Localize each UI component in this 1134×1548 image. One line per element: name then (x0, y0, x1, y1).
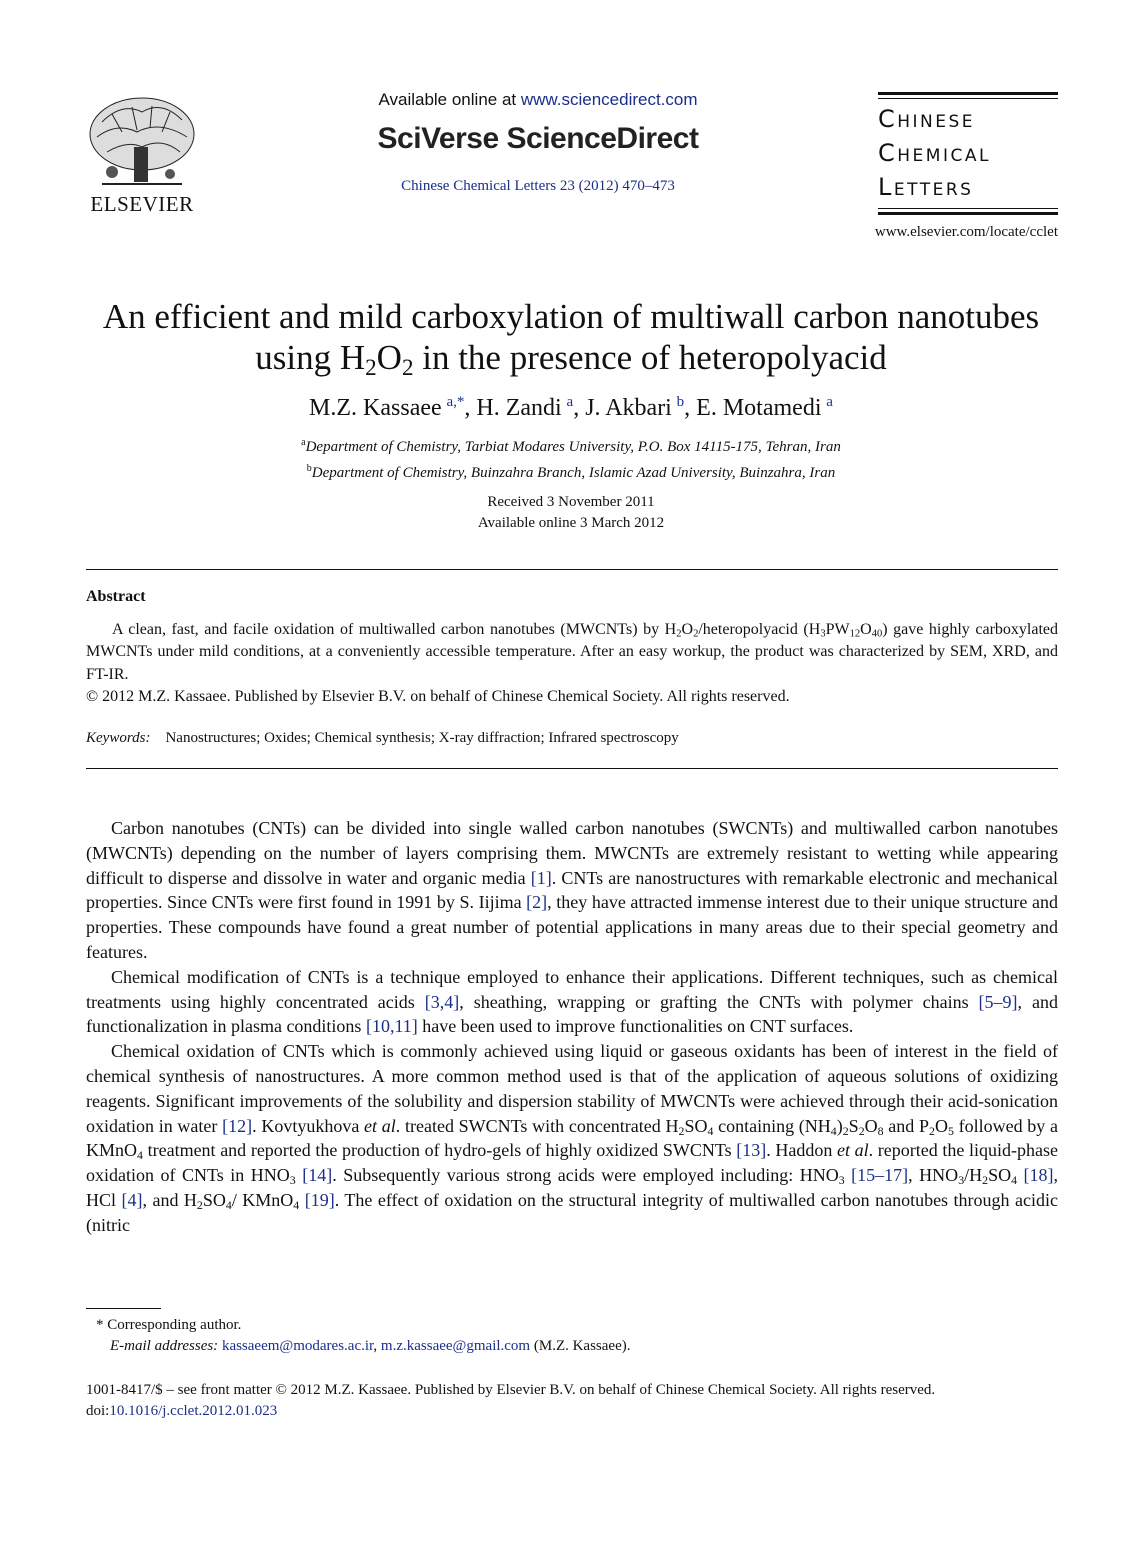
corresponding-author-note: * Corresponding author. (96, 1317, 242, 1333)
body-text: and P (883, 1115, 929, 1136)
body-text: . Kovtyukhova (252, 1115, 365, 1136)
body-sub: 4 (830, 1123, 837, 1138)
email-label: E-mail addresses: (110, 1338, 219, 1354)
email-suffix: (M.Z. Kassaee). (530, 1338, 631, 1354)
body-sub: 3 (958, 1173, 965, 1188)
email-link[interactable]: kassaeem@modares.ac.ir (221, 1338, 374, 1354)
body-sub: 3 (838, 1173, 845, 1188)
citation-link[interactable]: [12] (222, 1115, 253, 1136)
body-text: . The effect of oxidation on the structural integrity of multiwalled carbon nanotubes through acidic (nitric (86, 1189, 1058, 1235)
abstract-sub: 40 (871, 628, 883, 640)
body-text: Chemical modification of CNTs is a technique employed to enhance their applications. Different techniques, such as chemical treatments using highly concentrated acids (86, 966, 1058, 1012)
page-header (0, 0, 1134, 260)
available-prefix: Available online at (378, 90, 521, 109)
et-al: et al (364, 1115, 396, 1136)
available-online-line (320, 90, 756, 110)
journal-logo (878, 92, 1058, 218)
body-text: SO (202, 1189, 226, 1210)
body-text: , HNO (908, 1165, 959, 1186)
online-date: Available online 3 March 2012 (477, 515, 665, 531)
abstract-fragment: A clean, fast, and facile oxidation of multiwalled carbon nanotubes (MWCNTs) by H (112, 620, 677, 638)
body-text: containing (NH (713, 1115, 831, 1136)
footnotes (86, 1308, 1058, 1357)
citation-link[interactable]: [4] (121, 1189, 143, 1210)
author-affiliation-mark[interactable]: a (566, 394, 574, 410)
author-separator: , (573, 395, 586, 421)
affiliation-mark: b (306, 463, 312, 474)
doi-line (86, 1401, 1058, 1422)
citation-link[interactable]: [18] (1023, 1165, 1054, 1186)
front-matter-line: 1001-8417/$ – see front matter © 2012 M.Z. Kassaee. Published by Elsevier B.V. on behalf of Chinese Chemical Society. All rights reserved. (86, 1382, 936, 1398)
affiliation-line (84, 458, 1058, 484)
body-sub: 4 (707, 1123, 714, 1138)
abstract-bottom-rule (86, 768, 1058, 769)
body-sub: 8 (877, 1123, 884, 1138)
title-line-2-pre: using H (255, 338, 366, 377)
body-paragraph (86, 816, 1058, 965)
journal-logo-word: Letters (878, 173, 974, 201)
body-text: S (848, 1115, 859, 1136)
journal-reference (320, 178, 756, 195)
journal-logo-word: Chinese (878, 105, 976, 133)
body-text: . treated SWCNTs with concentrated H (395, 1115, 679, 1136)
author-affiliation-mark[interactable]: b (676, 394, 685, 410)
author-list (84, 394, 1058, 422)
body-sub: 4 (137, 1148, 143, 1163)
body-sub: 2 (678, 1123, 685, 1138)
title-line-2-mid: O (376, 338, 402, 377)
keywords-text: Nanostructures; Oxides; Chemical synthesis; X-ray diffraction; Infrared spectroscopy (165, 730, 679, 746)
sciencedirect-link[interactable]: www.sciencedirect.com (520, 90, 698, 109)
journal-logo-rule (878, 208, 1058, 209)
body-text: / KMnO (231, 1189, 294, 1210)
body-sub: 4 (1011, 1173, 1018, 1188)
author-affiliation-mark[interactable]: a (826, 394, 833, 410)
abstract-fragment: O (681, 620, 694, 638)
citation-link[interactable]: [13] (736, 1140, 767, 1161)
author-name: J. Akbari (585, 395, 672, 421)
abstract-fragment: O (860, 620, 872, 638)
body-text: Chemical oxidation of CNTs which is commonly achieved using liquid or gaseous oxidants has been of interest in the field of chemical synthesis of nanostructures. A more common method used is that of the application of aqueous solutions of oxidizing reagents. Significant improvements of the solubility and dispersion stability of MWCNTs were achieved through their acid-sonication oxidation in water (86, 1041, 1058, 1136)
affiliation-mark: a (301, 437, 306, 448)
journal-logo-rule (878, 98, 1058, 99)
abstract-sub: 12 (849, 628, 861, 640)
body-text: , HCl (86, 1165, 1059, 1210)
abstract-top-rule (86, 569, 1058, 570)
header-center (320, 90, 756, 195)
author-name: M.Z. Kassaee (309, 395, 442, 421)
body-text: SO (684, 1115, 708, 1136)
email-line: E-mail addresses: kassaeem@modares.ac.ir, m.z.kassaee@gmail.com (M.Z. Kassaee). (110, 1338, 631, 1354)
body-text: have been used to improve functionalities on CNT surfaces. (417, 1016, 854, 1037)
body-sub: 4 (293, 1197, 300, 1212)
body-text: . reported the liquid-phase oxidation of CNTs in HNO (86, 1140, 1058, 1186)
title-line-1: An efficient and mild carboxylation of multiwall carbon nanotubes (102, 297, 1040, 336)
title-line-2-post: in the presence of heteropolyacid (413, 338, 887, 377)
affiliation-text: Department of Chemistry, Buinzahra Branch, Islamic Azad University, Buinzahra, Iran (311, 465, 836, 481)
body-text: followed by a KMnO (86, 1115, 1058, 1161)
keywords (86, 730, 1058, 747)
article-body (86, 816, 1058, 1238)
body-text: , and functionalization in plasma conditions (86, 991, 1059, 1037)
body-sub: 2 (929, 1123, 935, 1138)
body-text: . Haddon (766, 1140, 837, 1161)
citation-link[interactable]: [19] (304, 1189, 335, 1210)
journal-logo-word: Chemical (878, 139, 991, 167)
body-text: , and H (142, 1189, 197, 1210)
citation-link[interactable]: [10,11] (365, 1016, 418, 1037)
article-title-block (84, 296, 1058, 534)
body-sub: 3 (289, 1173, 296, 1188)
abstract-copyright: © 2012 M.Z. Kassaee. Published by Elsevier B.V. on behalf of Chinese Chemical Society. All rights reserved. (86, 688, 790, 705)
abstract-sub: 2 (676, 628, 682, 640)
article-dates (84, 492, 1058, 534)
citation-link[interactable]: [2] (526, 892, 548, 913)
body-sub: 2 (858, 1123, 865, 1138)
body-sub: 2 (196, 1197, 203, 1212)
author-separator: , (684, 395, 697, 421)
et-al: et al (836, 1140, 869, 1161)
affiliation-text: Department of Chemistry, Tarbiat Modares University, P.O. Box 14115-175, Tehran, Iran (305, 439, 841, 455)
author-name: H. Zandi (476, 395, 562, 421)
keywords-label: Keywords: (86, 730, 151, 746)
author-affiliation-mark[interactable]: a,* (446, 394, 465, 410)
citation-link[interactable]: [3,4] (424, 991, 460, 1012)
body-text: treatment and reported the production of hydro-gels of highly oxidized SWCNTs (142, 1140, 737, 1161)
author-separator: , (464, 395, 477, 421)
abstract-sub: 2 (693, 628, 699, 640)
elsevier-tree-icon (82, 92, 202, 192)
abstract-sub: 3 (820, 628, 826, 640)
abstract-fragment: ) gave highly carboxylated MWCNTs under mild conditions, at a conveniently accessible temperature. After an easy workup, the product was characterized by SEM, XRD, and FT-IR. (86, 620, 1058, 683)
title-sub: 2 (401, 353, 414, 380)
body-sub: 2 (982, 1173, 989, 1188)
abstract-heading: Abstract (86, 588, 146, 605)
abstract-section (86, 586, 1058, 709)
body-sub: 2 (842, 1123, 849, 1138)
footnote-rule (86, 1308, 161, 1309)
received-date: Received 3 November 2011 (487, 494, 655, 510)
author-name: E. Motamedi (696, 395, 822, 421)
journal-url[interactable]: www.elsevier.com/locate/cclet (874, 224, 1058, 240)
body-text: /H (964, 1165, 983, 1186)
abstract-text (86, 619, 1058, 687)
citation-link[interactable]: [14] (302, 1165, 333, 1186)
affiliation-line (84, 432, 1058, 458)
title-sub: 2 (365, 353, 377, 380)
body-paragraph (86, 965, 1058, 1039)
article-title (84, 296, 1058, 378)
body-text: , they have attracted immense interest due to their unique structure and properties. These compounds have found a great number of potential applications in many areas due to their special geometry and features. (86, 892, 1058, 962)
journal-logo-rule (878, 212, 1058, 215)
body-paragraph (86, 1039, 1058, 1237)
journal-reference-link[interactable]: Chinese Chemical Letters 23 (2012) 470–473 (401, 178, 675, 194)
citation-link[interactable]: [1] (530, 867, 552, 888)
elsevier-wordmark: ELSEVIER (90, 192, 194, 216)
email-link[interactable]: m.z.kassaee@gmail.com (380, 1338, 531, 1354)
abstract-fragment: PW (825, 620, 850, 638)
body-text: . CNTs are nanostructures with remarkable electronic and mechanical properties. Since CNTs were first found in 1991 by S. Iijima (86, 867, 1058, 913)
citation-link[interactable]: [5–9] (978, 991, 1018, 1012)
citation-link[interactable]: [15–17] (851, 1165, 909, 1186)
doi-prefix: doi: (86, 1403, 110, 1419)
body-text: SO (988, 1165, 1012, 1186)
body-text: , sheathing, wrapping or grafting the CNTs with polymer chains (459, 991, 979, 1012)
doi-link[interactable]: 10.1016/j.cclet.2012.01.023 (109, 1403, 278, 1419)
body-text: Carbon nanotubes (CNTs) can be divided into single walled carbon nanotubes (SWCNTs) and multiwalled carbon nanotubes (MWCNTs) depending on the number of layers comprising them. MWCNTs are extremely resistant to wetting while appearing difficult to disperse and dissolve in water and organic media (86, 818, 1058, 888)
journal-logo-rule (878, 92, 1058, 95)
body-sub: 5 (947, 1123, 954, 1138)
affiliations (84, 432, 1058, 484)
body-sub: 4 (225, 1197, 232, 1212)
abstract-fragment: /heteropolyacid (H (698, 620, 821, 638)
elsevier-logo (82, 92, 202, 217)
body-text: O (934, 1115, 948, 1136)
sciverse-logo: SciVerse ScienceDirect (377, 122, 699, 155)
body-text: O (864, 1115, 878, 1136)
front-matter (86, 1380, 1058, 1422)
body-text: ) (836, 1115, 843, 1136)
body-text: . Subsequently various strong acids were employed including: HNO (332, 1165, 839, 1186)
